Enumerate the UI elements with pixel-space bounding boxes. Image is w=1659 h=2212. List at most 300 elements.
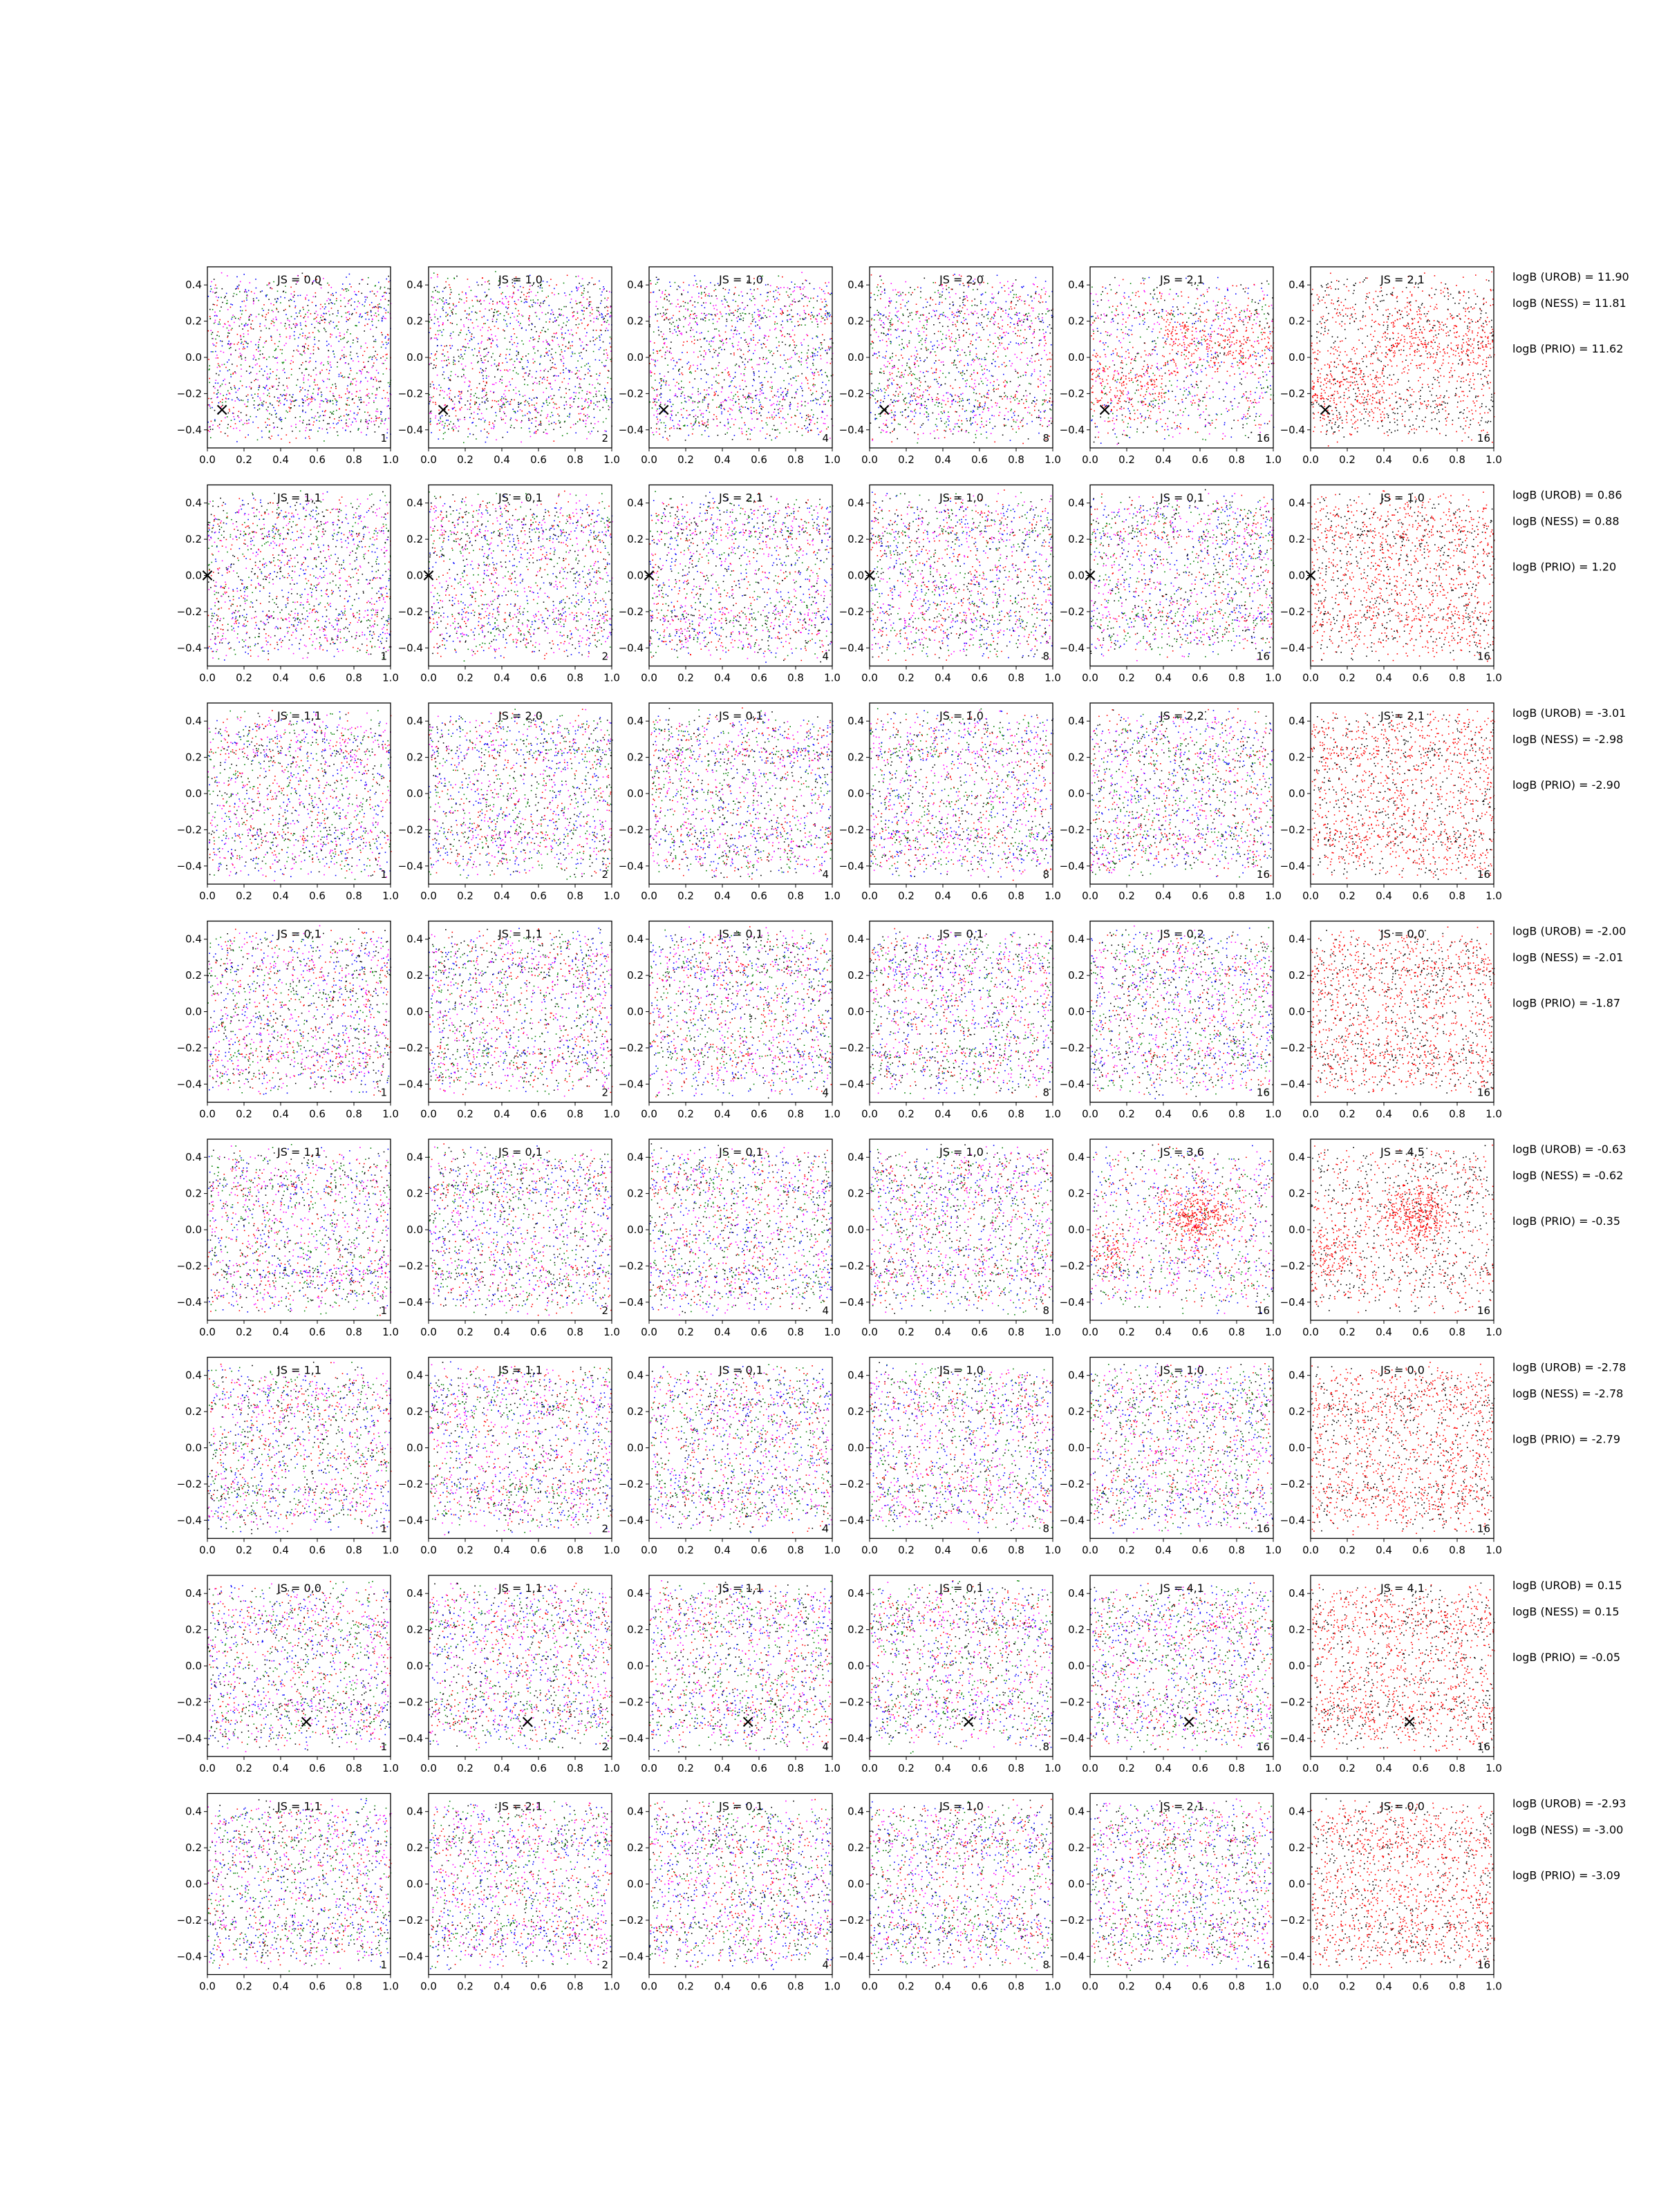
scatter-point — [312, 424, 314, 426]
scatter-point — [315, 313, 316, 315]
x-tick-label: 0.8 — [567, 453, 583, 466]
x-tick-label: 0.4 — [272, 453, 289, 466]
y-tick-label: 0.0 — [406, 351, 423, 364]
scatter-point — [346, 332, 348, 333]
x-tick-label: 0.2 — [457, 453, 474, 466]
scatter-point — [244, 423, 245, 424]
scatter-point — [239, 400, 241, 402]
x-tick-label: 0.0 — [641, 453, 657, 466]
scatter-point — [385, 337, 386, 339]
scatter-point — [261, 290, 263, 292]
scatter-point — [286, 400, 288, 402]
scatter-point — [245, 359, 246, 361]
scatter-point — [322, 411, 324, 412]
scatter-point — [328, 311, 330, 312]
scatter-point — [243, 346, 245, 348]
scatter-point — [263, 357, 264, 359]
scatter-point — [328, 362, 329, 363]
scatter-point — [228, 341, 229, 342]
reference-marker: × — [435, 400, 451, 420]
scatter-point — [320, 317, 321, 319]
scatter-point — [256, 416, 257, 418]
reference-marker: × — [656, 400, 671, 420]
scatter-point — [347, 312, 348, 313]
scatter-point — [328, 400, 329, 402]
scatter-point — [347, 400, 348, 401]
x-tick-label: 0.6 — [309, 453, 326, 466]
scatter-point — [285, 418, 286, 419]
scatter-point — [218, 324, 219, 325]
scatter-point — [299, 391, 301, 393]
scatter-points — [207, 272, 391, 443]
scatter-point — [283, 385, 284, 386]
scatter-point — [237, 344, 238, 345]
x-tick-label: 0.8 — [346, 453, 362, 466]
scatter-point — [267, 411, 268, 412]
scatter-point — [232, 373, 234, 375]
y-tick-label: 0.0 — [185, 351, 202, 364]
scatter-point — [348, 290, 349, 291]
scatter-point — [297, 350, 298, 351]
scatter-point — [244, 404, 245, 405]
scatter-point — [254, 380, 255, 382]
scatter-point — [340, 358, 341, 359]
scatter-point — [329, 370, 330, 371]
scatter-point — [258, 389, 259, 391]
scatter-point — [236, 392, 237, 393]
scatter-point — [384, 292, 385, 294]
scatter-point — [224, 297, 225, 299]
scatter-point — [330, 411, 331, 413]
scatter-point — [221, 431, 222, 433]
scatter-point — [224, 364, 225, 365]
scatter-point — [325, 410, 326, 411]
scatter-point — [281, 421, 282, 422]
x-tick-label: 0.2 — [677, 453, 694, 466]
scatter-point — [379, 418, 380, 419]
scatter-point — [260, 354, 261, 355]
scatter-point — [253, 355, 254, 356]
scatter-point — [299, 416, 301, 418]
scatter-point — [331, 302, 332, 303]
reference-marker: × — [214, 400, 229, 420]
scatter-point — [315, 368, 317, 369]
scatter-point — [330, 334, 331, 335]
scatter-point — [315, 292, 317, 294]
scatter-point — [381, 347, 382, 348]
scatter-point — [346, 422, 347, 424]
scatter-point — [289, 327, 290, 328]
scatter-point — [212, 292, 214, 293]
scatter-point — [288, 407, 290, 409]
scatter-point — [238, 411, 240, 412]
y-tick-label: 0.4 — [627, 279, 644, 291]
scatter-point — [283, 363, 284, 364]
scatter-point — [214, 279, 215, 280]
scatter-point — [305, 299, 306, 300]
scatter-point — [284, 326, 285, 327]
scatter-point — [317, 315, 319, 316]
scatter-point — [350, 346, 351, 348]
scatter-point — [280, 420, 281, 421]
scatter-point — [361, 373, 362, 375]
y-tick-label: −0.2 — [177, 387, 202, 400]
scatter-point — [364, 301, 366, 303]
scatter-point — [358, 397, 359, 398]
scatter-point — [335, 400, 337, 401]
scatter-point — [336, 410, 337, 411]
scatter-point — [368, 357, 370, 359]
scatter-point — [285, 411, 287, 412]
y-tick-label: 0.0 — [627, 351, 644, 364]
scatter-point — [387, 334, 388, 335]
scatter-point — [375, 431, 376, 433]
scatter-point — [312, 398, 313, 400]
scatter-point — [361, 399, 362, 400]
scatter-point — [280, 394, 281, 395]
x-tick-label: 0.8 — [787, 453, 804, 466]
scatter-point — [304, 347, 306, 348]
scatter-point — [309, 332, 310, 334]
scatter-point — [337, 401, 338, 402]
scatter-point — [378, 320, 379, 321]
scatter-point — [334, 357, 335, 358]
scatter-point — [384, 423, 385, 424]
scatter-point — [257, 409, 259, 411]
scatter-point — [375, 351, 376, 353]
scatter-point — [386, 342, 387, 344]
scatter-point — [291, 360, 292, 362]
scatter-point — [386, 310, 387, 311]
scatter-point — [315, 361, 317, 362]
scatter-point — [255, 379, 256, 380]
scatter-point — [238, 417, 240, 418]
scatter-point — [213, 386, 214, 388]
scatter-point — [362, 304, 364, 306]
panel-tag: 4 — [822, 432, 829, 444]
scatter-point — [362, 369, 364, 371]
scatter-point — [240, 353, 241, 355]
scatter-point — [321, 396, 322, 397]
scatter-point — [232, 317, 233, 318]
scatter-point — [218, 336, 220, 337]
scatter-point — [321, 315, 322, 316]
scatter-point — [227, 300, 228, 301]
scatter-point — [237, 390, 238, 391]
scatter-point — [217, 300, 218, 301]
y-tick-label: 0.2 — [406, 315, 423, 328]
scatter-point — [211, 288, 212, 290]
scatter-point — [328, 285, 330, 286]
scatter-point — [231, 388, 232, 390]
scatter-point — [279, 402, 280, 403]
panel-tag: 1 — [380, 432, 387, 444]
scatter-point — [386, 358, 388, 359]
scatter-point — [250, 341, 252, 343]
scatter-point — [388, 281, 390, 283]
scatter-point — [342, 338, 344, 339]
scatter-point — [209, 365, 210, 366]
scatter-point — [357, 353, 358, 355]
y-tick-label: −0.2 — [619, 387, 644, 400]
scatter-panel — [177, 267, 399, 466]
scatter-point — [239, 421, 241, 422]
scatter-point — [243, 336, 245, 337]
scatter-point — [317, 384, 318, 386]
scatter-point — [218, 392, 219, 393]
scatter-point — [251, 387, 252, 388]
scatter-point — [357, 301, 359, 302]
scatter-point — [344, 377, 346, 378]
scatter-point — [265, 422, 266, 423]
scatter-point — [348, 397, 350, 399]
scatter-point — [315, 327, 316, 328]
scatter-point — [219, 366, 221, 368]
scatter-point — [244, 341, 245, 342]
scatter-point — [357, 306, 358, 308]
scatter-point — [380, 411, 382, 413]
scatter-point — [230, 347, 232, 348]
scatter-point — [332, 293, 333, 294]
scatter-point — [263, 386, 264, 388]
scatter-point — [277, 299, 279, 300]
scatter-point — [285, 323, 286, 324]
scatter-point — [357, 356, 359, 357]
scatter-point — [267, 395, 268, 396]
scatter-point — [265, 317, 266, 318]
scatter-point — [308, 436, 310, 438]
scatter-point — [341, 350, 343, 351]
scatter-point — [338, 321, 339, 323]
scatter-point — [273, 281, 274, 283]
scatter-point — [366, 312, 368, 314]
scatter-point — [254, 400, 255, 402]
scatter-point — [388, 343, 389, 344]
scatter-point — [317, 393, 319, 394]
y-tick-label: −0.4 — [398, 424, 423, 436]
scatter-point — [340, 306, 341, 307]
scatter-point — [213, 304, 214, 306]
scatter-point — [208, 330, 209, 332]
scatter-point — [365, 299, 366, 301]
scatter-point — [316, 321, 317, 322]
y-tick-label: −0.4 — [619, 424, 644, 436]
scatter-point — [303, 377, 304, 379]
scatter-point — [345, 288, 346, 290]
scatter-point — [248, 290, 250, 292]
scatter-point — [378, 306, 379, 308]
scatter-point — [238, 288, 239, 290]
y-tick-label: 0.4 — [406, 279, 423, 291]
scatter-point — [208, 430, 209, 431]
scatter-point — [330, 387, 332, 388]
scatter-point — [212, 351, 214, 353]
scatter-point — [263, 375, 264, 376]
scatter-point — [241, 400, 242, 401]
scatter-point — [366, 371, 368, 373]
scatter-point — [249, 319, 250, 321]
scatter-point — [336, 300, 337, 301]
scatter-point — [271, 323, 272, 324]
x-tick-label: 0.0 — [199, 453, 216, 466]
scatter-point — [222, 346, 223, 347]
scatter-point — [237, 334, 238, 335]
scatter-point — [256, 373, 258, 375]
scatter-point — [232, 364, 233, 365]
scatter-point — [367, 428, 368, 429]
scatter-point — [303, 420, 304, 421]
scatter-point — [241, 364, 242, 366]
scatter-point — [241, 412, 242, 413]
js-label: JS = 0,0 — [276, 273, 321, 286]
scatter-point — [241, 359, 243, 360]
scatter-point — [368, 319, 370, 320]
scatter-point — [357, 339, 359, 340]
scatter-point — [368, 402, 370, 404]
scatter-point — [312, 332, 314, 333]
scatter-point — [247, 402, 249, 403]
scatter-point — [353, 418, 355, 419]
scatter-point — [335, 292, 337, 294]
scatter-point — [314, 339, 315, 340]
scatter-point — [316, 317, 317, 318]
scatter-point — [303, 317, 305, 319]
scatter-point — [261, 431, 263, 432]
scatter-point — [262, 308, 263, 310]
scatter-point — [339, 395, 340, 396]
scatter-point — [209, 309, 211, 310]
scatter-point — [367, 394, 368, 395]
scatter-point — [216, 292, 217, 293]
scatter-point — [228, 330, 229, 331]
scatter-point — [219, 324, 221, 325]
y-tick-label: 0.4 — [185, 279, 202, 291]
scatter-point — [291, 426, 292, 427]
panel-tag: 2 — [601, 432, 608, 444]
scatter-point — [348, 426, 349, 427]
scatter-point — [271, 320, 272, 321]
scatter-point — [299, 420, 301, 422]
scatter-point — [331, 308, 332, 309]
scatter-point — [286, 393, 288, 395]
scatter-point — [335, 384, 336, 385]
scatter-point — [251, 324, 252, 325]
scatter-point — [267, 294, 268, 296]
x-tick-label: 1.0 — [824, 453, 841, 466]
scatter-point — [323, 420, 324, 422]
scatter-point — [305, 321, 306, 322]
scatter-point — [232, 315, 234, 316]
scatter-point — [214, 323, 215, 324]
scatter-point — [225, 367, 227, 368]
scatter-point — [301, 389, 302, 391]
scatter-point — [359, 409, 360, 411]
scatter-point — [339, 397, 340, 398]
scatter-point — [321, 362, 323, 364]
x-tick-label: 1.0 — [382, 453, 399, 466]
x-tick-label: 1.0 — [603, 453, 620, 466]
scatter-point — [298, 337, 299, 339]
scatter-point — [382, 398, 383, 400]
scatter-point — [245, 406, 247, 407]
scatter-point — [212, 424, 214, 426]
scatter-point — [321, 394, 323, 395]
scatter-point — [333, 413, 335, 415]
scatter-point — [276, 348, 277, 350]
scatter-point — [256, 364, 258, 365]
scatter-point — [216, 297, 217, 298]
scatter-point — [231, 329, 232, 330]
scatter-point — [278, 435, 279, 436]
scatter-point — [313, 353, 315, 355]
scatter-point — [245, 357, 246, 359]
scatter-point — [232, 328, 233, 329]
scatter-point — [302, 362, 303, 364]
scatter-point — [295, 427, 297, 429]
scatter-point — [214, 321, 216, 323]
scatter-point — [333, 322, 335, 324]
scatter-point — [317, 412, 319, 413]
scatter-point — [219, 319, 221, 321]
scatter-point — [227, 362, 228, 363]
scatter-point — [311, 401, 312, 402]
scatter-point — [300, 386, 301, 388]
scatter-point — [385, 336, 386, 337]
scatter-point — [327, 402, 328, 404]
scatter-point — [229, 382, 230, 384]
scatter-point — [330, 321, 332, 322]
scatter-point — [259, 397, 261, 399]
scatter-point — [290, 409, 291, 410]
scatter-point — [210, 286, 212, 288]
scatter-point — [315, 318, 316, 319]
scatter-point — [330, 427, 331, 429]
scatter-point — [267, 285, 268, 286]
scatter-point — [211, 281, 212, 283]
scatter-point — [308, 310, 310, 311]
scatter-point — [284, 395, 285, 396]
scatter-point — [210, 429, 212, 430]
scatter-point — [362, 355, 364, 356]
scatter-point — [243, 400, 244, 402]
scatter-point — [260, 400, 261, 401]
scatter-point — [271, 414, 272, 415]
scatter-point — [244, 326, 245, 327]
x-tick-label: 0.6 — [530, 453, 547, 466]
x-tick-label: 0.4 — [714, 453, 731, 466]
scatter-point — [287, 412, 288, 413]
scatter-point — [249, 373, 250, 374]
scatter-point — [326, 369, 328, 371]
scatter-point — [324, 322, 326, 324]
x-tick-label: 0.0 — [420, 453, 437, 466]
scatter-point — [278, 346, 279, 347]
scatter-point — [253, 301, 254, 303]
scatter-point — [308, 337, 309, 338]
scatter-point — [306, 294, 308, 296]
scatter-point — [311, 324, 312, 325]
scatter-point — [302, 399, 303, 400]
scatter-point — [294, 301, 295, 302]
scatter-point — [321, 392, 322, 393]
scatter-point — [254, 404, 255, 406]
scatter-point — [214, 304, 216, 306]
scatter-point — [224, 379, 225, 380]
scatter-point — [373, 366, 374, 367]
scatter-point — [372, 291, 373, 292]
scatter-point — [274, 299, 276, 300]
scatter-point — [352, 422, 353, 423]
